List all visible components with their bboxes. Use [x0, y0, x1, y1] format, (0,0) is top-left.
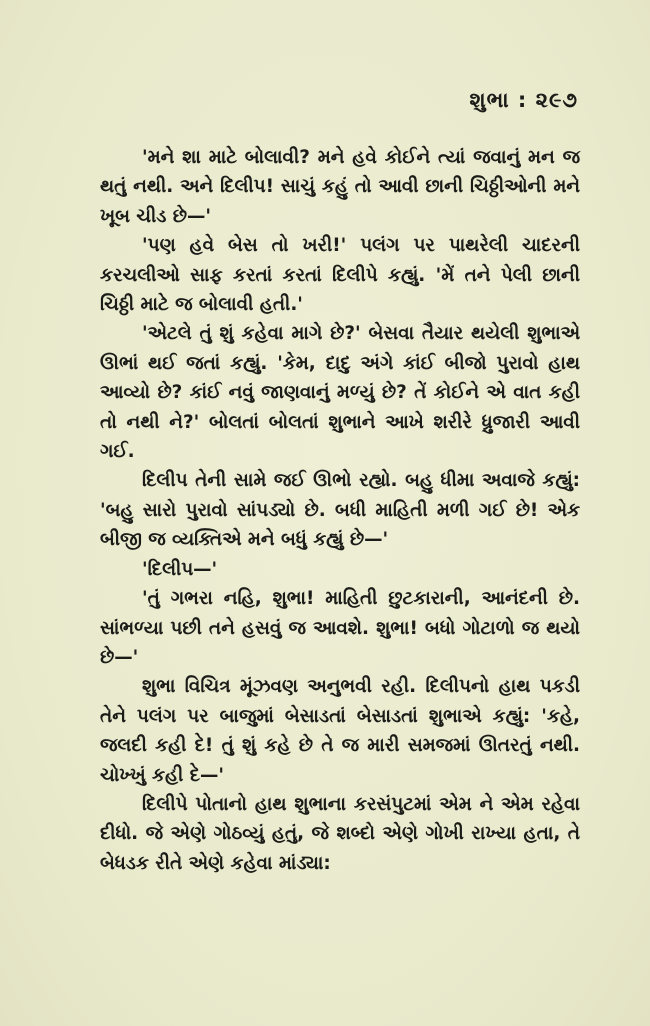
paragraph: 'મને શા માટે બોલાવી? મને હવે કોઈને ત્યાં જવાનું મન જ થતું નથી. અને દિલીપ! સાચું કહું તો આવી છાની ચિઠ્ઠીઓની મને ખૂબ ચીડ છે—' — [100, 147, 580, 227]
paragraph: દિલીપે પોતાનો હાથ શુભાના કરસંપુટમાં એમ ને એમ રહેવા દીધો. જે એણે ગોઠવ્યું હતું, જે શબ્દો એણે ગોખી રાખ્યા હતા, તે બેધડક રીતે એણે કહેવા માંડ્યા: — [100, 793, 580, 874]
paragraph: 'એટલે તું શું કહેવા માગે છે?' બેસવા તૈયાર થયેલી શુભાએ ઊભાં થઈ જતાં કહ્યું. 'કેમ, દાદુ અંગે કાંઈ બીજો પુરાવો હાથ આવ્યો છે? કાંઈ નવું જાણવાનું મળ્યું છે? તેં કોઈને એ વાત કહી તો નથી ને?' બોલતાં બોલતાં શુભાને આખે શરીરે ધ્રુજારી આવી ગઈ. — [100, 323, 580, 463]
running-head: શુભા : ૨૯૭ — [469, 88, 578, 112]
body-text — [100, 143, 580, 878]
paragraph: દિલીપ તેની સામે જઈ ઊભો રહ્યો. બહુ ધીમા અવાજે કહ્યું: 'બહુ સારો પુરાવો સાંપડ્યો છે. બધી માહિતી મળી ગઈ છે! એક બીજી જ વ્યક્તિએ મને બધું કહ્યું છે—' — [100, 470, 580, 551]
paragraph: 'તું ગભરા નહિ, શુભા! માહિતી છુટકારાની, આનંદની છે. સાંભળ્યા પછી તને હસવું જ આવશે. શુભા! બધો ગોટાળો જ થયો છે—' — [100, 588, 580, 668]
paragraph: 'દિલીપ—' — [142, 558, 218, 580]
paragraph: શુભા વિચિત્ર મૂંઝવણ અનુભવી રહી. દિલીપનો હાથ પકડી તેને પલંગ પર બાજુમાં બેસાડતાં બેસાડતાં શુભાએ કહ્યું: 'કહે, જલદી કહી દે! તું શું કહે છે તે જ મારી સમજમાં ઊતરતું નથી. ચોખ્ખું કહી દે—' — [100, 676, 580, 786]
paragraph: 'પણ હવે બેસ તો ખરી!' પલંગ પર પાથરેલી ચાદરની કરચલીઓ સાફ કરતાં કરતાં દિલીપે કહ્યું. 'મેં તને પેલી છાની ચિઠ્ઠી માટે જ બોલાવી હતી.' — [100, 235, 580, 316]
